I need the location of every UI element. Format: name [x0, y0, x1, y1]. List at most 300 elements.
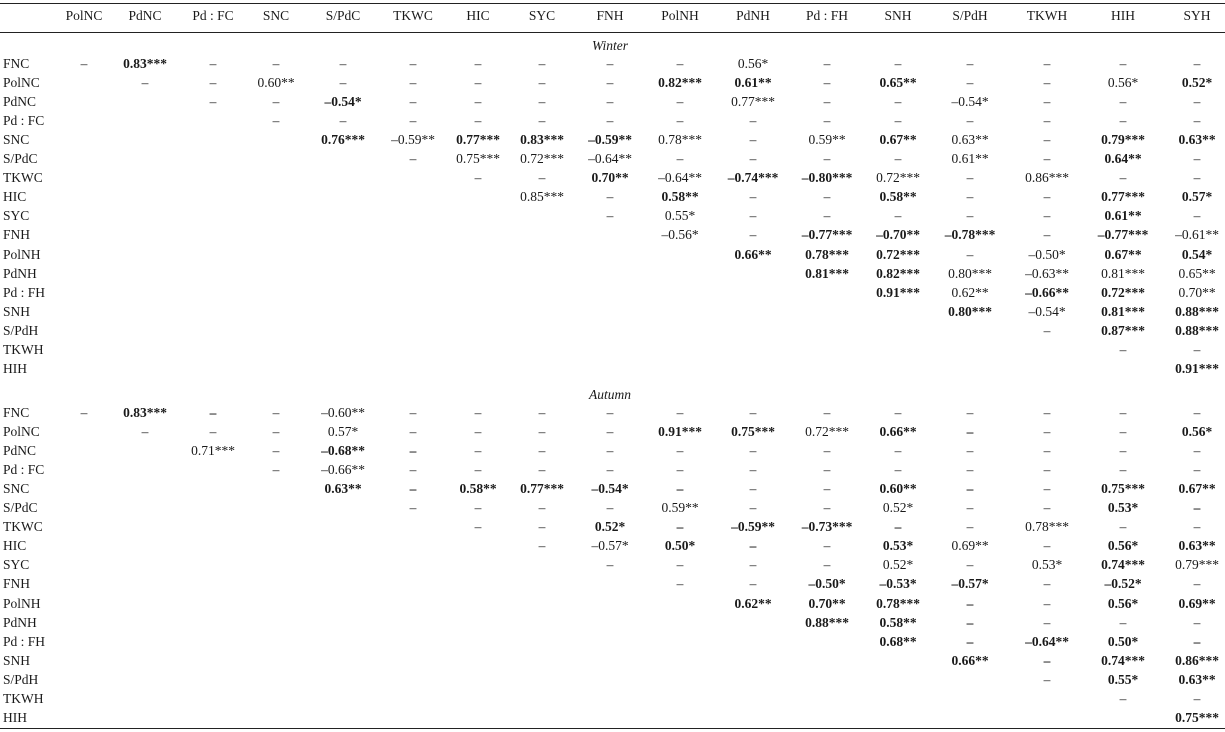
table-cell: –0.59** [588, 132, 632, 148]
table-cell: 0.60** [257, 75, 295, 91]
row-label: SNH [3, 303, 31, 319]
table-cell: – [606, 462, 614, 478]
table-cell: – [1119, 405, 1127, 420]
table-cell: –0.61** [1175, 227, 1219, 243]
table-cell: – [409, 424, 417, 440]
column-header: S/PdH [952, 8, 988, 23]
table-cell: – [606, 94, 614, 110]
table-cell: – [538, 405, 546, 420]
table-cell: – [209, 56, 217, 71]
row-label: PdNC [3, 94, 37, 110]
table-cell: – [823, 500, 831, 516]
table-cell: –0.54* [591, 481, 629, 497]
table-cell: – [339, 56, 347, 71]
row-label: S/PdC [3, 151, 38, 167]
table-cell: 0.66** [734, 246, 772, 262]
table-cell: – [966, 595, 974, 611]
table-cell: – [966, 500, 974, 516]
column-header: TKWC [393, 8, 433, 23]
table-cell: –0.57* [951, 576, 989, 592]
table-cell: 0.75*** [731, 424, 775, 440]
table-cell: 0.67** [1178, 481, 1216, 497]
table-cell: – [1193, 405, 1201, 420]
table-cell: – [749, 462, 757, 478]
table-cell: 0.72*** [520, 151, 564, 167]
table-cell: – [1119, 424, 1127, 440]
table-cell: – [1119, 614, 1127, 630]
table-cell: 0.50* [664, 538, 696, 554]
table-cell: – [1119, 94, 1127, 110]
table-cell: 0.63** [324, 481, 362, 497]
table-cell: 0.88*** [805, 614, 849, 630]
table-cell: 0.83*** [520, 132, 564, 148]
table-cell: 0.52* [1181, 75, 1213, 91]
table-cell: – [749, 113, 757, 129]
table-cell: – [966, 208, 974, 224]
table-cell: 0.79*** [1175, 557, 1219, 573]
table-cell: – [474, 500, 482, 516]
column-header: FNH [596, 8, 624, 23]
table-cell: 0.81*** [1101, 265, 1145, 281]
top-rule [0, 3, 1225, 4]
table-cell: 0.65** [1178, 265, 1216, 281]
table-cell: 0.72*** [876, 246, 920, 262]
table-cell: – [209, 75, 217, 91]
table-cell: – [676, 56, 684, 71]
table-cell: – [1193, 576, 1201, 592]
table-cell: – [1043, 614, 1051, 630]
table-cell: – [966, 56, 974, 71]
table-cell: – [1043, 227, 1051, 243]
table-cell: – [606, 424, 614, 440]
table-cell: – [606, 113, 614, 129]
table-cell: – [538, 56, 546, 71]
table-cell: 0.58** [459, 481, 497, 497]
row-label: S/PdC [3, 500, 38, 516]
table-cell: 0.72*** [805, 424, 849, 440]
table-cell: 0.61** [734, 75, 772, 91]
column-header: S/PdC [325, 8, 361, 23]
table-cell: 0.63** [1178, 538, 1216, 554]
row-label: PolNC [3, 424, 40, 440]
table-cell: – [1043, 424, 1051, 440]
row-label: PolNC [3, 75, 40, 91]
table-cell: – [409, 75, 417, 91]
row-label: PolNH [3, 595, 41, 611]
table-cell: – [1193, 151, 1201, 167]
table-cell: 0.79*** [1101, 132, 1145, 148]
table-cell: – [409, 56, 417, 71]
table-cell: 0.75*** [1175, 709, 1219, 725]
table-cell: – [474, 519, 482, 535]
table-cell: –0.74*** [727, 170, 779, 186]
table-cell: 0.86*** [1175, 652, 1219, 668]
table-cell: – [1119, 443, 1127, 459]
table-cell: – [1193, 113, 1201, 129]
table-cell: – [966, 633, 974, 649]
table-cell: – [1193, 56, 1201, 71]
section-title: Winter [592, 38, 628, 53]
table-cell: 0.87*** [1101, 322, 1145, 338]
table-cell: –0.54* [324, 94, 362, 110]
table-cell: – [1193, 690, 1201, 706]
table-cell: – [606, 75, 614, 91]
table-cell: – [1043, 595, 1051, 611]
table-cell: – [538, 462, 546, 478]
table-cell: 0.57* [327, 424, 359, 440]
table-cell: – [823, 75, 831, 91]
table-cell: – [209, 405, 217, 420]
table-cell: – [749, 538, 757, 554]
table-cell: – [474, 113, 482, 129]
table-cell: 0.55* [1107, 671, 1139, 687]
table-cell: –0.52* [1104, 576, 1142, 592]
table-cell: 0.52* [882, 557, 914, 573]
table-cell: – [209, 94, 217, 110]
row-label: HIC [3, 538, 27, 554]
table-cell: – [538, 170, 546, 186]
table-cell: – [676, 519, 684, 535]
table-cell: – [966, 113, 974, 129]
table-cell: – [676, 113, 684, 129]
table-cell: 0.50* [1107, 633, 1139, 649]
bottom-rule [0, 728, 1225, 729]
table-cell: – [823, 56, 831, 71]
table-cell: – [1119, 462, 1127, 478]
table-cell: 0.78*** [805, 246, 849, 262]
table-cell: – [538, 443, 546, 459]
table-cell: – [474, 75, 482, 91]
table-cell: – [1193, 633, 1201, 649]
table-cell: – [966, 519, 974, 535]
table-cell: – [823, 462, 831, 478]
table-cell: – [1193, 208, 1201, 224]
table-cell: – [1193, 170, 1201, 186]
table-cell: 0.72*** [876, 170, 920, 186]
table-cell: – [1043, 151, 1051, 167]
table-cell: 0.65** [879, 75, 917, 91]
row-label: S/PdH [3, 671, 39, 687]
table-cell: 0.59** [808, 132, 846, 148]
table-cell: – [606, 208, 614, 224]
table-cell: – [1193, 341, 1201, 357]
table-cell: 0.62** [951, 284, 989, 300]
row-label: Pd : FH [3, 633, 46, 649]
table-cell: 0.64** [1104, 151, 1142, 167]
table-cell: –0.77*** [801, 227, 853, 243]
table-cell: 0.80*** [948, 303, 992, 319]
table-cell: – [1119, 690, 1127, 706]
row-label: PdNC [3, 443, 37, 459]
row-label: FNC [3, 405, 30, 420]
table-cell: – [474, 405, 482, 420]
table-cell: 0.67** [1104, 246, 1142, 262]
table-cell: – [409, 151, 417, 167]
table-cell: –0.68** [321, 443, 365, 459]
table-cell: – [272, 405, 280, 420]
table-cell: 0.56* [1107, 595, 1139, 611]
table-cell: 0.82*** [658, 75, 702, 91]
table-cell: – [823, 151, 831, 167]
table-cell: – [894, 94, 902, 110]
table-cell: 0.88*** [1175, 303, 1219, 319]
row-label: FNH [3, 576, 31, 592]
table-cell: – [606, 189, 614, 205]
table-cell: – [676, 481, 684, 497]
table-cell: – [894, 208, 902, 224]
table-cell: – [474, 170, 482, 186]
table-cell: – [272, 424, 280, 440]
table-cell: – [409, 94, 417, 110]
table-cell: – [538, 538, 546, 554]
table-cell: – [1043, 208, 1051, 224]
table-cell: – [966, 424, 974, 440]
table-cell: 0.88*** [1175, 322, 1219, 338]
table-cell: 0.66** [879, 424, 917, 440]
table-cell: 0.67** [879, 132, 917, 148]
table-cell: 0.75*** [1101, 481, 1145, 497]
table-cell: – [409, 500, 417, 516]
table-cell: – [823, 481, 831, 497]
table-cell: –0.78*** [944, 227, 996, 243]
table-cell: – [894, 56, 902, 71]
table-cell: – [966, 462, 974, 478]
table-cell: 0.53* [1107, 500, 1139, 516]
table-cell: – [749, 443, 757, 459]
table-cell: 0.56* [737, 56, 769, 71]
table-cell: 0.91*** [876, 284, 920, 300]
table-cell: 0.56* [1107, 75, 1139, 91]
table-cell: – [1043, 94, 1051, 110]
row-label: PdNH [3, 614, 37, 630]
table-cell: –0.50* [1028, 246, 1066, 262]
table-cell: – [823, 113, 831, 129]
table-cell: –0.66** [321, 462, 365, 478]
table-cell: 0.70** [591, 170, 629, 186]
table-cell: 0.86*** [1025, 170, 1069, 186]
column-header: PolNH [661, 8, 699, 23]
column-header: PdNC [128, 8, 162, 23]
table-cell: – [966, 75, 974, 91]
table-cell: – [749, 132, 757, 148]
table-cell: – [474, 56, 482, 71]
table-cell: – [676, 576, 684, 592]
table-cell: –0.73*** [801, 519, 853, 535]
row-label: SYC [3, 208, 30, 224]
table-cell: –0.50* [808, 576, 846, 592]
table-cell: 0.70** [808, 595, 846, 611]
table-cell: – [749, 208, 757, 224]
column-header: PdNH [736, 8, 770, 23]
table-cell: – [894, 443, 902, 459]
table-cell: –0.60** [321, 405, 365, 420]
table-cell: – [1193, 614, 1201, 630]
table-cell: – [966, 405, 974, 420]
column-header: TKWH [1026, 8, 1068, 23]
table-cell: – [1119, 170, 1127, 186]
table-cell: – [966, 557, 974, 573]
table-cell: – [676, 94, 684, 110]
table-cell: 0.71*** [191, 443, 235, 459]
table-cell: – [606, 500, 614, 516]
table-cell: – [474, 443, 482, 459]
table-cell: – [1043, 322, 1051, 338]
table-cell: – [606, 443, 614, 459]
row-label: Pd : FH [3, 284, 46, 300]
table-cell: – [676, 557, 684, 573]
table-cell: 0.78*** [1025, 519, 1069, 535]
table-cell: 0.52* [594, 519, 626, 535]
table-cell: – [749, 405, 757, 420]
row-label: TKWC [3, 170, 43, 186]
table-cell: –0.59** [731, 519, 775, 535]
column-header: SYH [1183, 8, 1211, 23]
table-cell: – [538, 113, 546, 129]
table-cell: 0.77*** [520, 481, 564, 497]
table-cell: 0.74*** [1101, 652, 1145, 668]
table-cell: 0.74*** [1101, 557, 1145, 573]
column-header: SYC [528, 8, 556, 23]
table-cell: – [272, 94, 280, 110]
table-cell: 0.69** [1178, 595, 1216, 611]
table-cell: 0.83*** [123, 56, 167, 71]
table-cell: – [966, 614, 974, 630]
table-cell: – [749, 557, 757, 573]
table-cell: – [409, 405, 417, 420]
table-cell: 0.55* [664, 208, 696, 224]
table-cell: – [409, 481, 417, 497]
table-cell: – [1043, 652, 1051, 668]
table-cell: – [141, 75, 149, 91]
row-label: SNC [3, 132, 30, 148]
table-cell: 0.58** [879, 614, 917, 630]
header-rule [0, 32, 1225, 33]
table-cell: 0.62** [734, 595, 772, 611]
table-cell: 0.72*** [1101, 284, 1145, 300]
table-cell: – [80, 56, 88, 71]
table-cell: 0.85*** [520, 189, 564, 205]
table-cell: – [538, 424, 546, 440]
table-cell: – [272, 56, 280, 71]
row-label: SYC [3, 557, 30, 573]
row-label: SNH [3, 652, 31, 668]
column-header: HIC [466, 8, 490, 23]
table-cell: – [1043, 132, 1051, 148]
table-cell: – [749, 227, 757, 243]
table-cell: 0.77*** [456, 132, 500, 148]
table-cell: – [749, 576, 757, 592]
row-label: PolNH [3, 246, 41, 262]
table-cell: – [1043, 481, 1051, 497]
table-cell: – [474, 424, 482, 440]
table-cell: 0.63** [951, 132, 989, 148]
table-cell: 0.61** [1104, 208, 1142, 224]
table-cell: 0.91*** [658, 424, 702, 440]
table-cell: 0.53* [882, 538, 914, 554]
table-cell: –0.53* [879, 576, 917, 592]
table-cell: 0.75*** [456, 151, 500, 167]
row-label: TKWC [3, 519, 43, 535]
table-cell: 0.54* [1181, 246, 1213, 262]
table-cell: – [749, 189, 757, 205]
section-title: Autumn [589, 387, 631, 402]
table-cell: –0.54* [951, 94, 989, 110]
row-label: PdNH [3, 265, 37, 281]
table-cell: – [966, 443, 974, 459]
table-cell: – [606, 405, 614, 420]
table-cell: – [1043, 75, 1051, 91]
table-cell: 0.66** [951, 652, 989, 668]
table-cell: – [676, 405, 684, 420]
table-cell: – [538, 519, 546, 535]
table-cell: – [1119, 519, 1127, 535]
table-cell: – [1193, 462, 1201, 478]
table-cell: 0.78*** [876, 595, 920, 611]
table-cell: 0.53* [1031, 557, 1063, 573]
table-cell: – [339, 113, 347, 129]
table-cell: –0.57* [591, 538, 629, 554]
row-label: HIH [3, 709, 27, 725]
table-cell: – [749, 500, 757, 516]
column-header: HIH [1111, 8, 1135, 23]
table-cell: –0.77*** [1097, 227, 1149, 243]
table-cell: 0.68** [879, 633, 917, 649]
table-cell: – [894, 405, 902, 420]
table-cell: – [676, 443, 684, 459]
table-cell: – [1043, 576, 1051, 592]
table-cell: – [538, 500, 546, 516]
table-cell: – [749, 481, 757, 497]
table-cell: 0.56* [1181, 424, 1213, 440]
table-cell: – [409, 113, 417, 129]
table-cell: – [1193, 94, 1201, 110]
table-cell: – [1193, 519, 1201, 535]
table-cell: –0.64** [658, 170, 702, 186]
table-cell: 0.59** [661, 500, 699, 516]
table-cell: –0.66** [1025, 284, 1069, 300]
row-label: HIH [3, 360, 27, 376]
table-cell: – [409, 462, 417, 478]
table-cell: – [966, 481, 974, 497]
table-cell: –0.59** [391, 132, 435, 148]
table-cell: 0.57* [1181, 189, 1213, 205]
table-cell: –0.54* [1028, 303, 1066, 319]
table-cell: – [823, 94, 831, 110]
table-cell: – [1119, 341, 1127, 357]
table-cell: – [823, 443, 831, 459]
table-cell: 0.70** [1178, 284, 1216, 300]
table-cell: – [1043, 671, 1051, 687]
table-cell: – [272, 462, 280, 478]
table-cell: – [1193, 443, 1201, 459]
table-cell: 0.69** [951, 538, 989, 554]
table-cell: 0.77*** [731, 94, 775, 110]
table-cell: – [1043, 189, 1051, 205]
table-cell: – [894, 462, 902, 478]
table-cell: 0.63** [1178, 671, 1216, 687]
table-cell: – [966, 246, 974, 262]
table-cell: – [1043, 405, 1051, 420]
table-cell: – [1043, 113, 1051, 129]
table-cell: – [1043, 538, 1051, 554]
table-cell: – [606, 56, 614, 71]
table-cell: 0.58** [879, 189, 917, 205]
column-header: Pd : FC [192, 8, 234, 23]
table-cell: 0.78*** [658, 132, 702, 148]
table-cell: – [966, 189, 974, 205]
table-cell: – [538, 94, 546, 110]
table-cell: – [80, 405, 88, 420]
